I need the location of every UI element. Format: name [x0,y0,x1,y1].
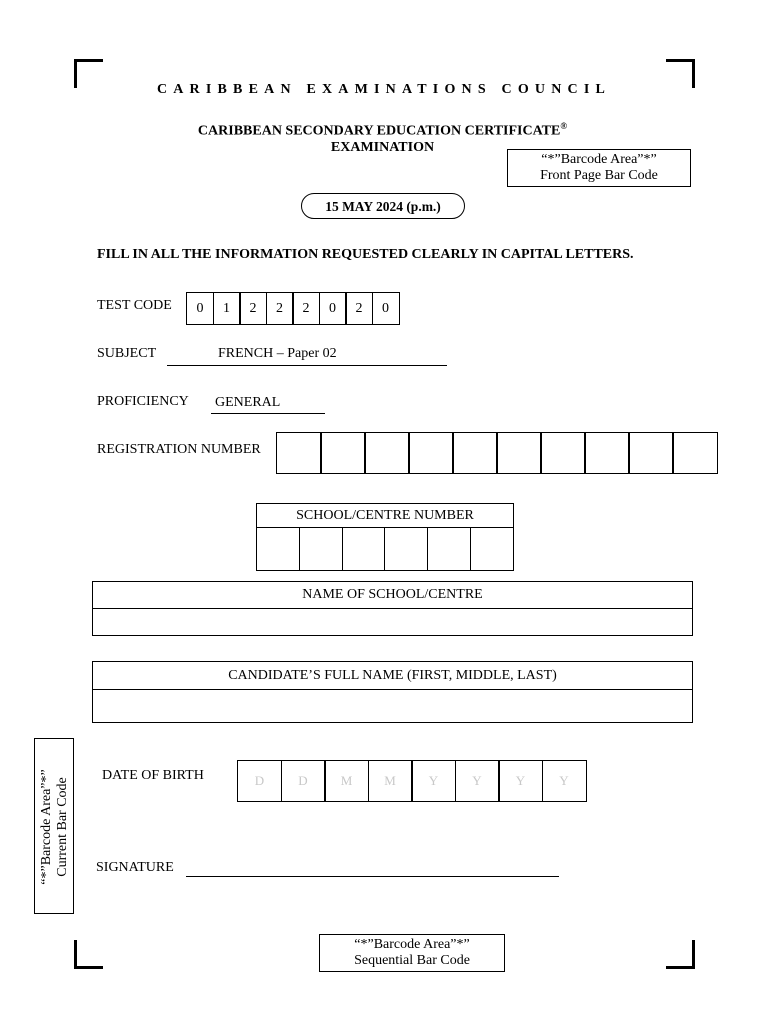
current-barcode-area [34,738,74,914]
test-code-digit: 2 [345,292,373,325]
dob-year-cell[interactable]: Y [455,760,500,802]
registration-number-cell[interactable] [452,432,498,474]
signature-label: SIGNATURE [96,860,174,875]
test-code-digit: 0 [372,292,400,325]
test-code-label: TEST CODE [97,298,172,313]
exam-date-badge: 15 MAY 2024 (p.m.) [301,193,465,219]
signature-line[interactable] [186,876,559,877]
school-name-field[interactable] [93,609,692,635]
proficiency-value: GENERAL [215,395,281,410]
sequential-barcode-area [319,934,505,972]
test-code-digit: 2 [266,292,294,325]
instruction-text: FILL IN ALL THE INFORMATION REQUESTED CLEARLY IN CAPITAL LETTERS. [97,247,634,262]
barcode-area-label: “*”Barcode Area”*” [39,769,54,885]
registration-number-label: REGISTRATION NUMBER [97,442,261,457]
candidate-name-box [92,661,693,723]
school-centre-number-cell[interactable] [257,528,299,570]
barcode-area-caption: Front Page Bar Code [540,168,658,183]
registration-number-cell[interactable] [364,432,410,474]
dob-day-cell[interactable]: D [281,760,326,802]
school-name-label: NAME OF SCHOOL/CENTRE [93,582,692,609]
test-code-digit: 2 [239,292,267,325]
school-centre-number-cell[interactable] [299,528,342,570]
council-title: CARIBBEAN EXAMINATIONS COUNCIL [156,82,612,97]
registration-number-cell[interactable] [628,432,674,474]
crop-mark-bottom-right [666,940,695,969]
date-of-birth-grid [237,760,587,802]
barcode-area-label: “*”Barcode Area”*” [541,152,657,167]
dob-year-cell[interactable]: Y [498,760,543,802]
school-centre-number-box [256,503,514,571]
barcode-area-caption: Current Bar Code [55,777,70,877]
school-centre-number-cell[interactable] [342,528,385,570]
dob-day-cell[interactable]: D [237,760,282,802]
registration-number-cell[interactable] [672,432,718,474]
dob-year-cell[interactable]: Y [542,760,587,802]
certificate-line-2: EXAMINATION [330,139,435,155]
school-centre-number-cell[interactable] [384,528,427,570]
test-code-digit: 2 [292,292,320,325]
registered-mark: ® [560,121,568,131]
candidate-name-field[interactable] [93,690,692,722]
registration-number-cell[interactable] [496,432,542,474]
proficiency-label: PROFICIENCY [97,394,189,409]
current-barcode-text [39,739,71,915]
school-centre-number-cell[interactable] [470,528,513,570]
crop-mark-bottom-left [74,940,103,969]
registration-number-grid [276,432,718,474]
dob-month-cell[interactable]: M [368,760,413,802]
school-centre-number-label: SCHOOL/CENTRE NUMBER [257,504,513,528]
subject-value: FRENCH – Paper 02 [218,346,337,361]
subject-underline [167,365,447,366]
dob-month-cell[interactable]: M [324,760,369,802]
registration-number-cell[interactable] [320,432,366,474]
school-centre-number-cell[interactable] [427,528,470,570]
school-centre-number-grid [257,528,513,570]
test-code-digit: 1 [213,292,241,325]
registration-number-cell[interactable] [408,432,454,474]
registration-number-cell[interactable] [276,432,322,474]
certificate-line-1: CARIBBEAN SECONDARY EDUCATION CERTIFICATE [197,123,561,139]
proficiency-underline [211,413,325,414]
test-code-digit: 0 [186,292,214,325]
dob-year-cell[interactable]: Y [411,760,456,802]
registration-number-cell[interactable] [584,432,630,474]
school-name-box [92,581,693,636]
test-code-grid [186,292,400,325]
front-page-barcode-area [507,149,691,187]
barcode-area-caption: Sequential Bar Code [354,953,470,968]
subject-label: SUBJECT [97,346,157,361]
date-of-birth-label: DATE OF BIRTH [102,768,204,783]
barcode-area-label: “*”Barcode Area”*” [354,937,470,952]
test-code-digit: 0 [319,292,347,325]
candidate-name-label: CANDIDATE’S FULL NAME (FIRST, MIDDLE, LAST) [93,662,692,690]
registration-number-cell[interactable] [540,432,586,474]
